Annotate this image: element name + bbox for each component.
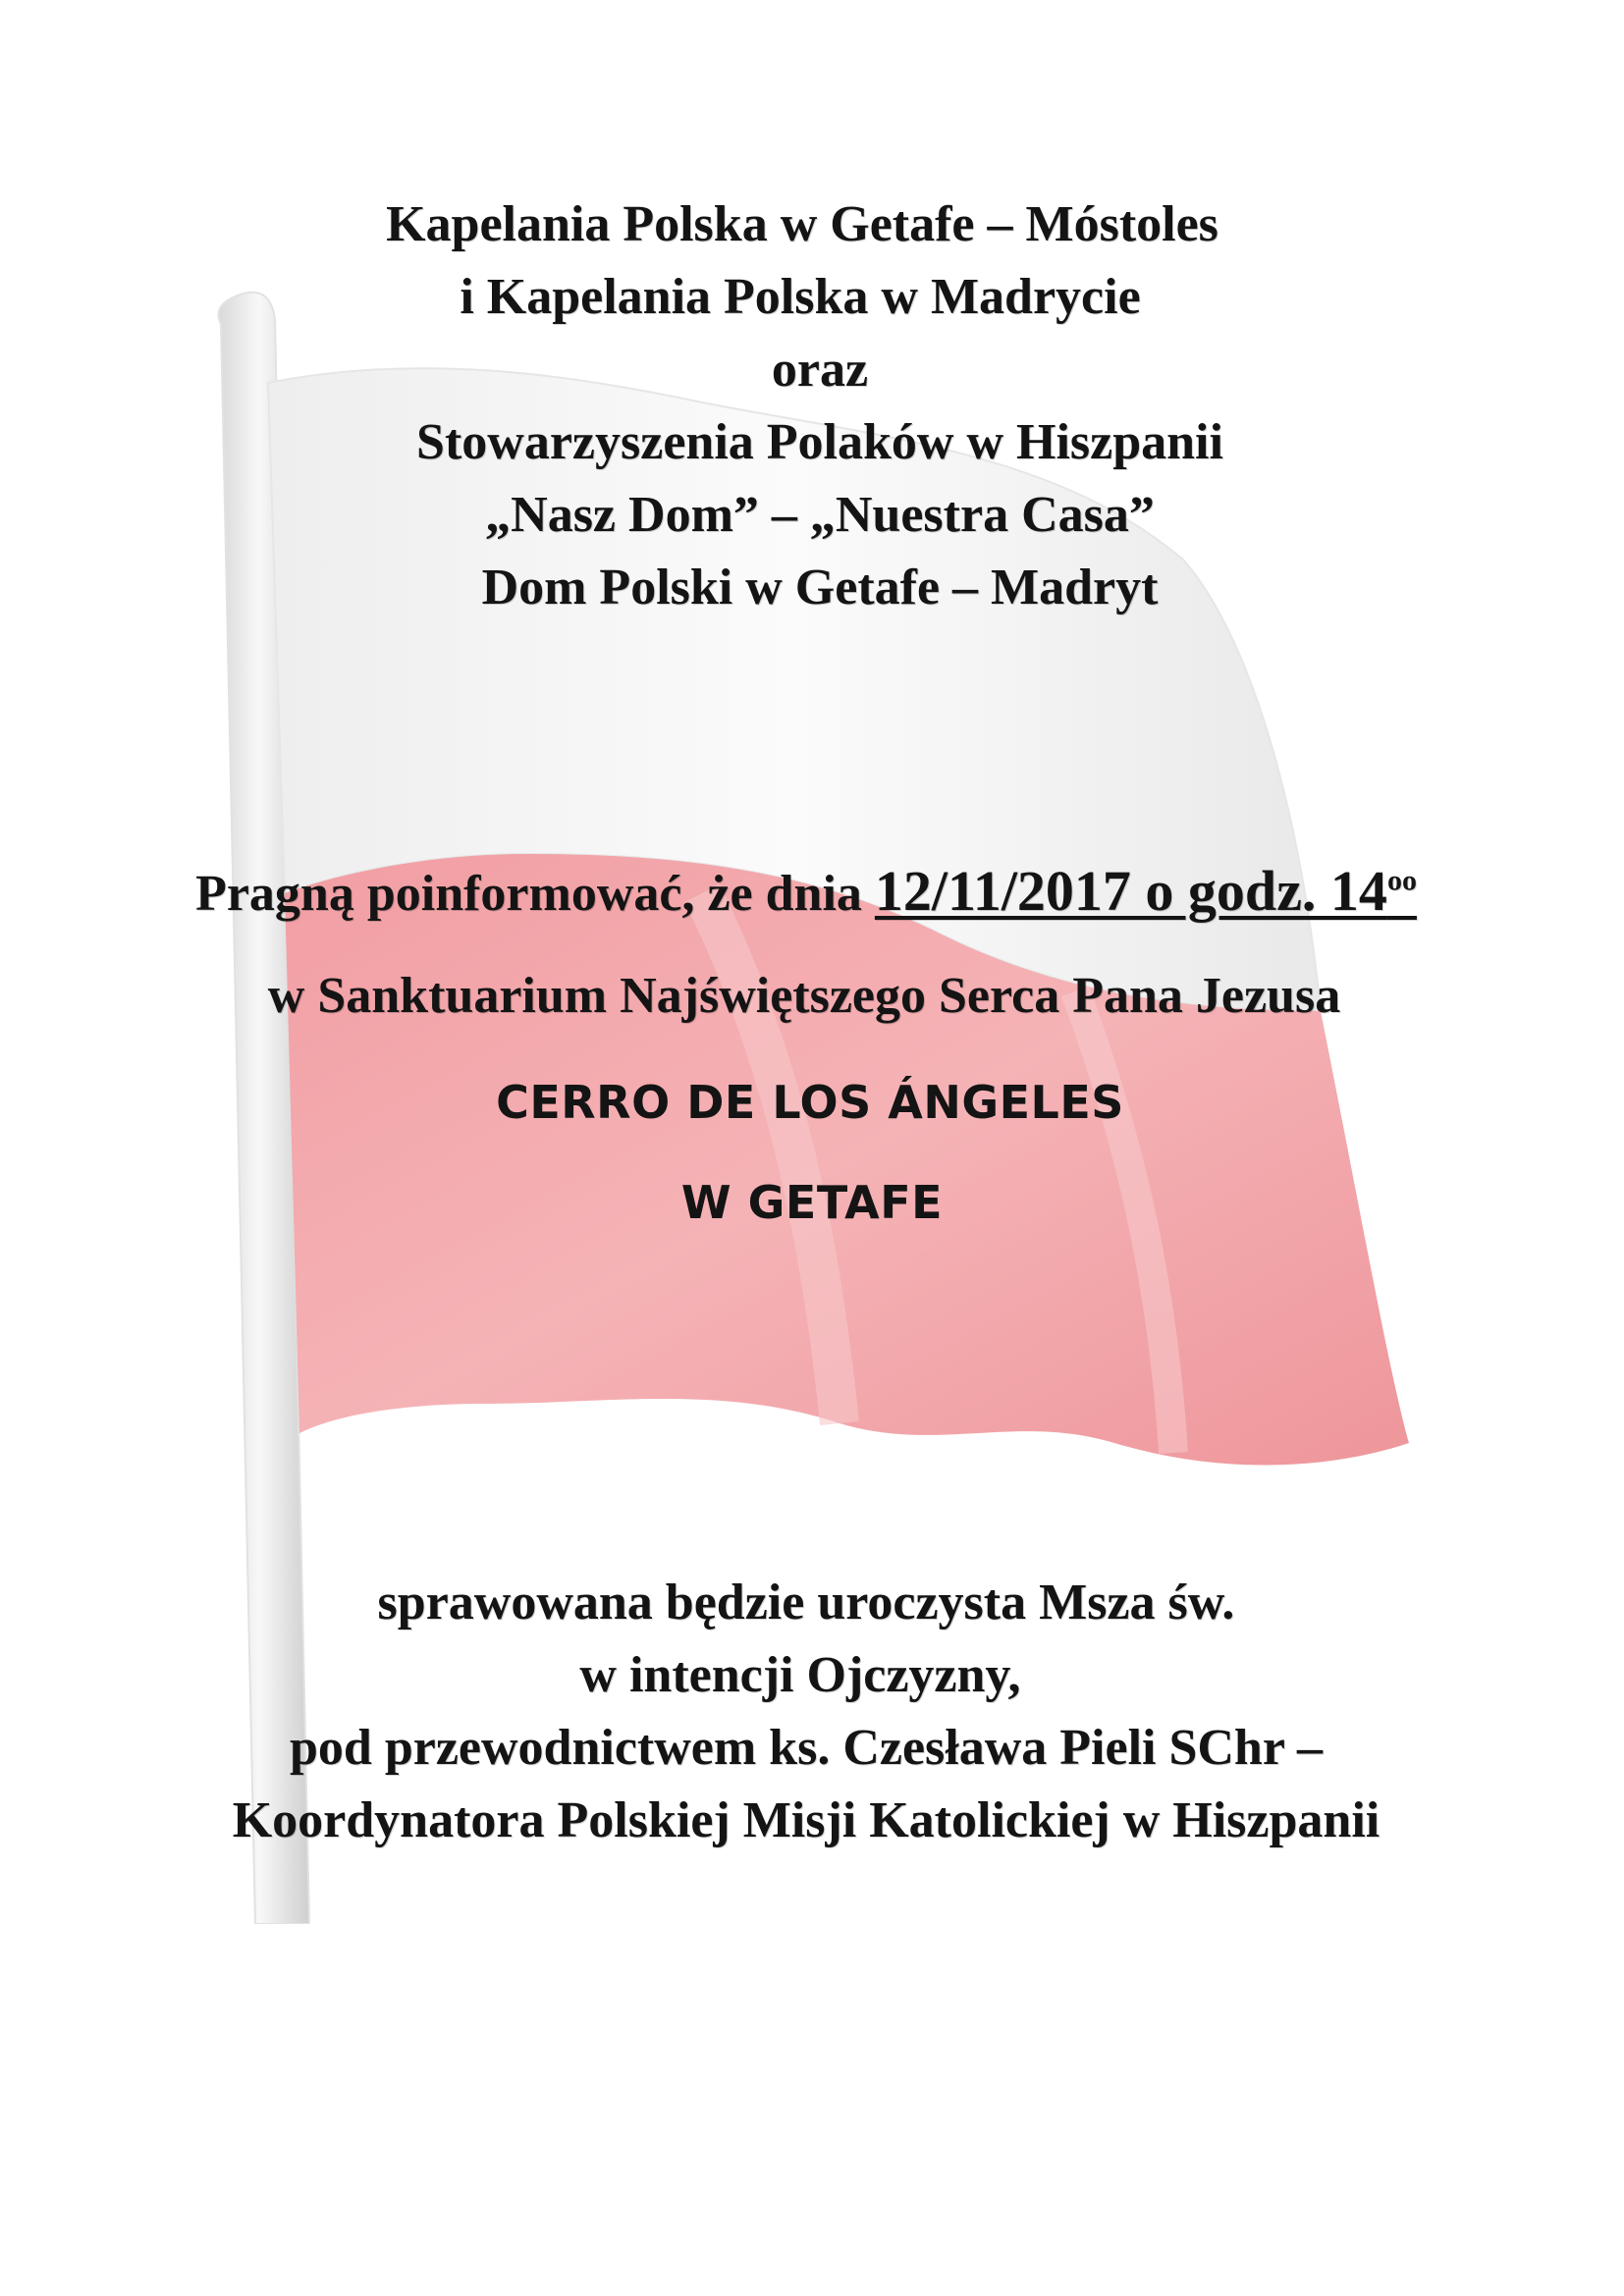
header-line-6: Dom Polski w Getafe – Madryt bbox=[481, 560, 1159, 615]
header-line-3: oraz bbox=[771, 342, 869, 398]
place-line-1: CERRO DE LOS ÁNGELES bbox=[496, 1076, 1124, 1129]
mass-line-3: pod przewodnictwem ks. Czesława Pieli SChr – bbox=[289, 1720, 1323, 1776]
invitation-line bbox=[0, 852, 1618, 934]
mass-line-4: Koordynatora Polskiej Misji Katolickiej w Hiszpanii bbox=[232, 1792, 1380, 1848]
header-line-5: „Nasz Dom” – „Nuestra Casa” bbox=[485, 487, 1155, 543]
header-line-2: i Kapelania Polska w Madrycie bbox=[460, 269, 1141, 325]
event-datetime-text: 12/11/2017 o godz. 14 bbox=[874, 859, 1387, 923]
mass-line-2: w intencji Ojczyzny, bbox=[579, 1647, 1021, 1703]
mass-line-1: sprawowana będzie uroczysta Msza św. bbox=[377, 1575, 1235, 1630]
event-datetime bbox=[875, 859, 1417, 923]
header-line-1: Kapelania Polska w Getafe – Móstoles bbox=[386, 196, 1218, 252]
place-line-2: W GETAFE bbox=[680, 1176, 944, 1229]
event-time-superscript: oo bbox=[1386, 864, 1417, 897]
header-line-4: Stowarzyszenia Polaków w Hiszpanii bbox=[416, 414, 1223, 470]
sanctuary-line: w Sanktuarium Najświętszego Serca Pana Jezusa bbox=[267, 968, 1341, 1024]
invitation-lead: Pragną poinformować, że dnia bbox=[195, 866, 875, 922]
